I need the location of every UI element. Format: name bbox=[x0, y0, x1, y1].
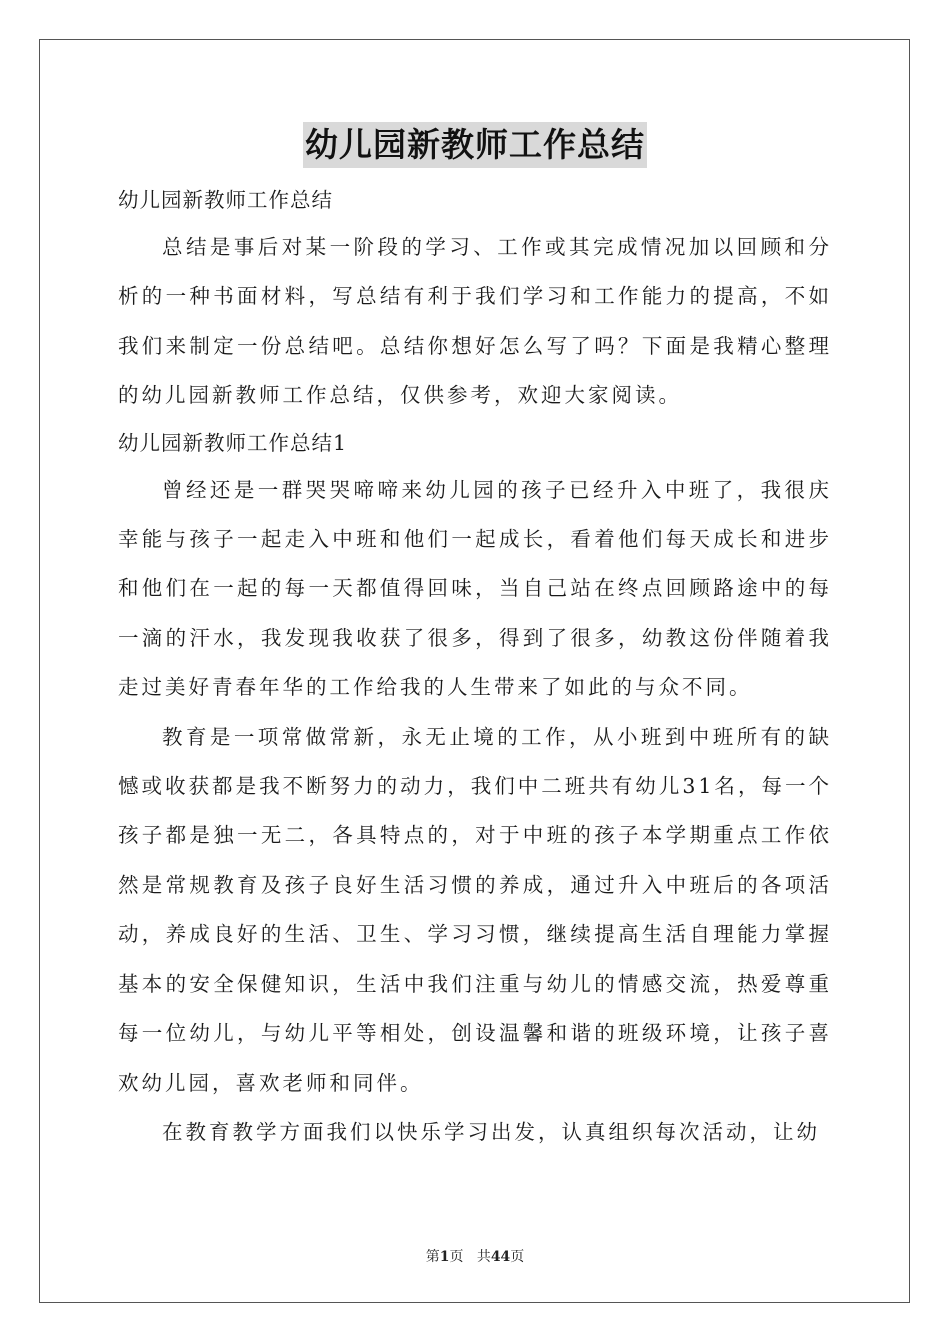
footer-total-prefix: 共 bbox=[476, 1249, 491, 1265]
footer-total-suffix: 页 bbox=[510, 1249, 525, 1265]
body-paragraph: 在教育教学方面我们以快乐学习出发，认真组织每次活动，让幼 bbox=[162, 1119, 820, 1144]
document-title-text: 幼儿园新教师工作总结 bbox=[303, 122, 647, 168]
total-page-count: 44 bbox=[490, 1249, 511, 1265]
intro-paragraph: 总结是事后对某一阶段的学习、工作或其完成情况加以回顾和分析的一种书面材料，写总结有利于我们学习和工作能力的提高，不如我们来制定一份总结吧。总结你想好怎么写了吗？下面是我精心整理的幼儿园新教师工作总结，仅供参考，欢迎大家阅读。 bbox=[118, 235, 832, 408]
section-heading-1: 幼儿园新教师工作总结1 bbox=[118, 430, 348, 455]
body-paragraph: 曾经还是一群哭哭啼啼来幼儿园的孩子已经升入中班了，我很庆幸能与孩子一起走入中班和他们一起成长，看着他们每天成长和进步和他们在一起的每一天都值得回味，当自己站在终点回顾路途中的每一滴的汗水，我发现我收获了很多，得到了很多，幼教这份伴随着我走过美好青春年华的工作给我的人生带来了如此的与众不同。 bbox=[118, 477, 832, 700]
footer-prefix: 第 bbox=[425, 1249, 440, 1265]
document-body bbox=[118, 178, 832, 1157]
document-title bbox=[0, 122, 950, 168]
footer-page-suffix: 页 bbox=[449, 1249, 464, 1265]
body-paragraph: 教育是一项常做常新，永无止境的工作，从小班到中班所有的缺憾或收获都是我不断努力的动力，我们中二班共有幼儿31名，每一个孩子都是独一无二，各具特点的，对于中班的孩子本学期重点工作依然是常规教育及孩子良好生活习惯的养成，通过升入中班后的各项活动，养成良好的生活、卫生、学习习惯，继续提高生活自理能力掌握基本的安全保健知识，生活中我们注重与幼儿的情感交流，热爱尊重每一位幼儿，与幼儿平等相处，创设温馨和谐的班级环境，让孩子喜欢幼儿园，喜欢老师和同伴。 bbox=[118, 724, 832, 1095]
subtitle-heading: 幼儿园新教师工作总结 bbox=[118, 188, 333, 212]
current-page-number: 1 bbox=[439, 1249, 450, 1265]
page-footer bbox=[0, 1248, 950, 1266]
